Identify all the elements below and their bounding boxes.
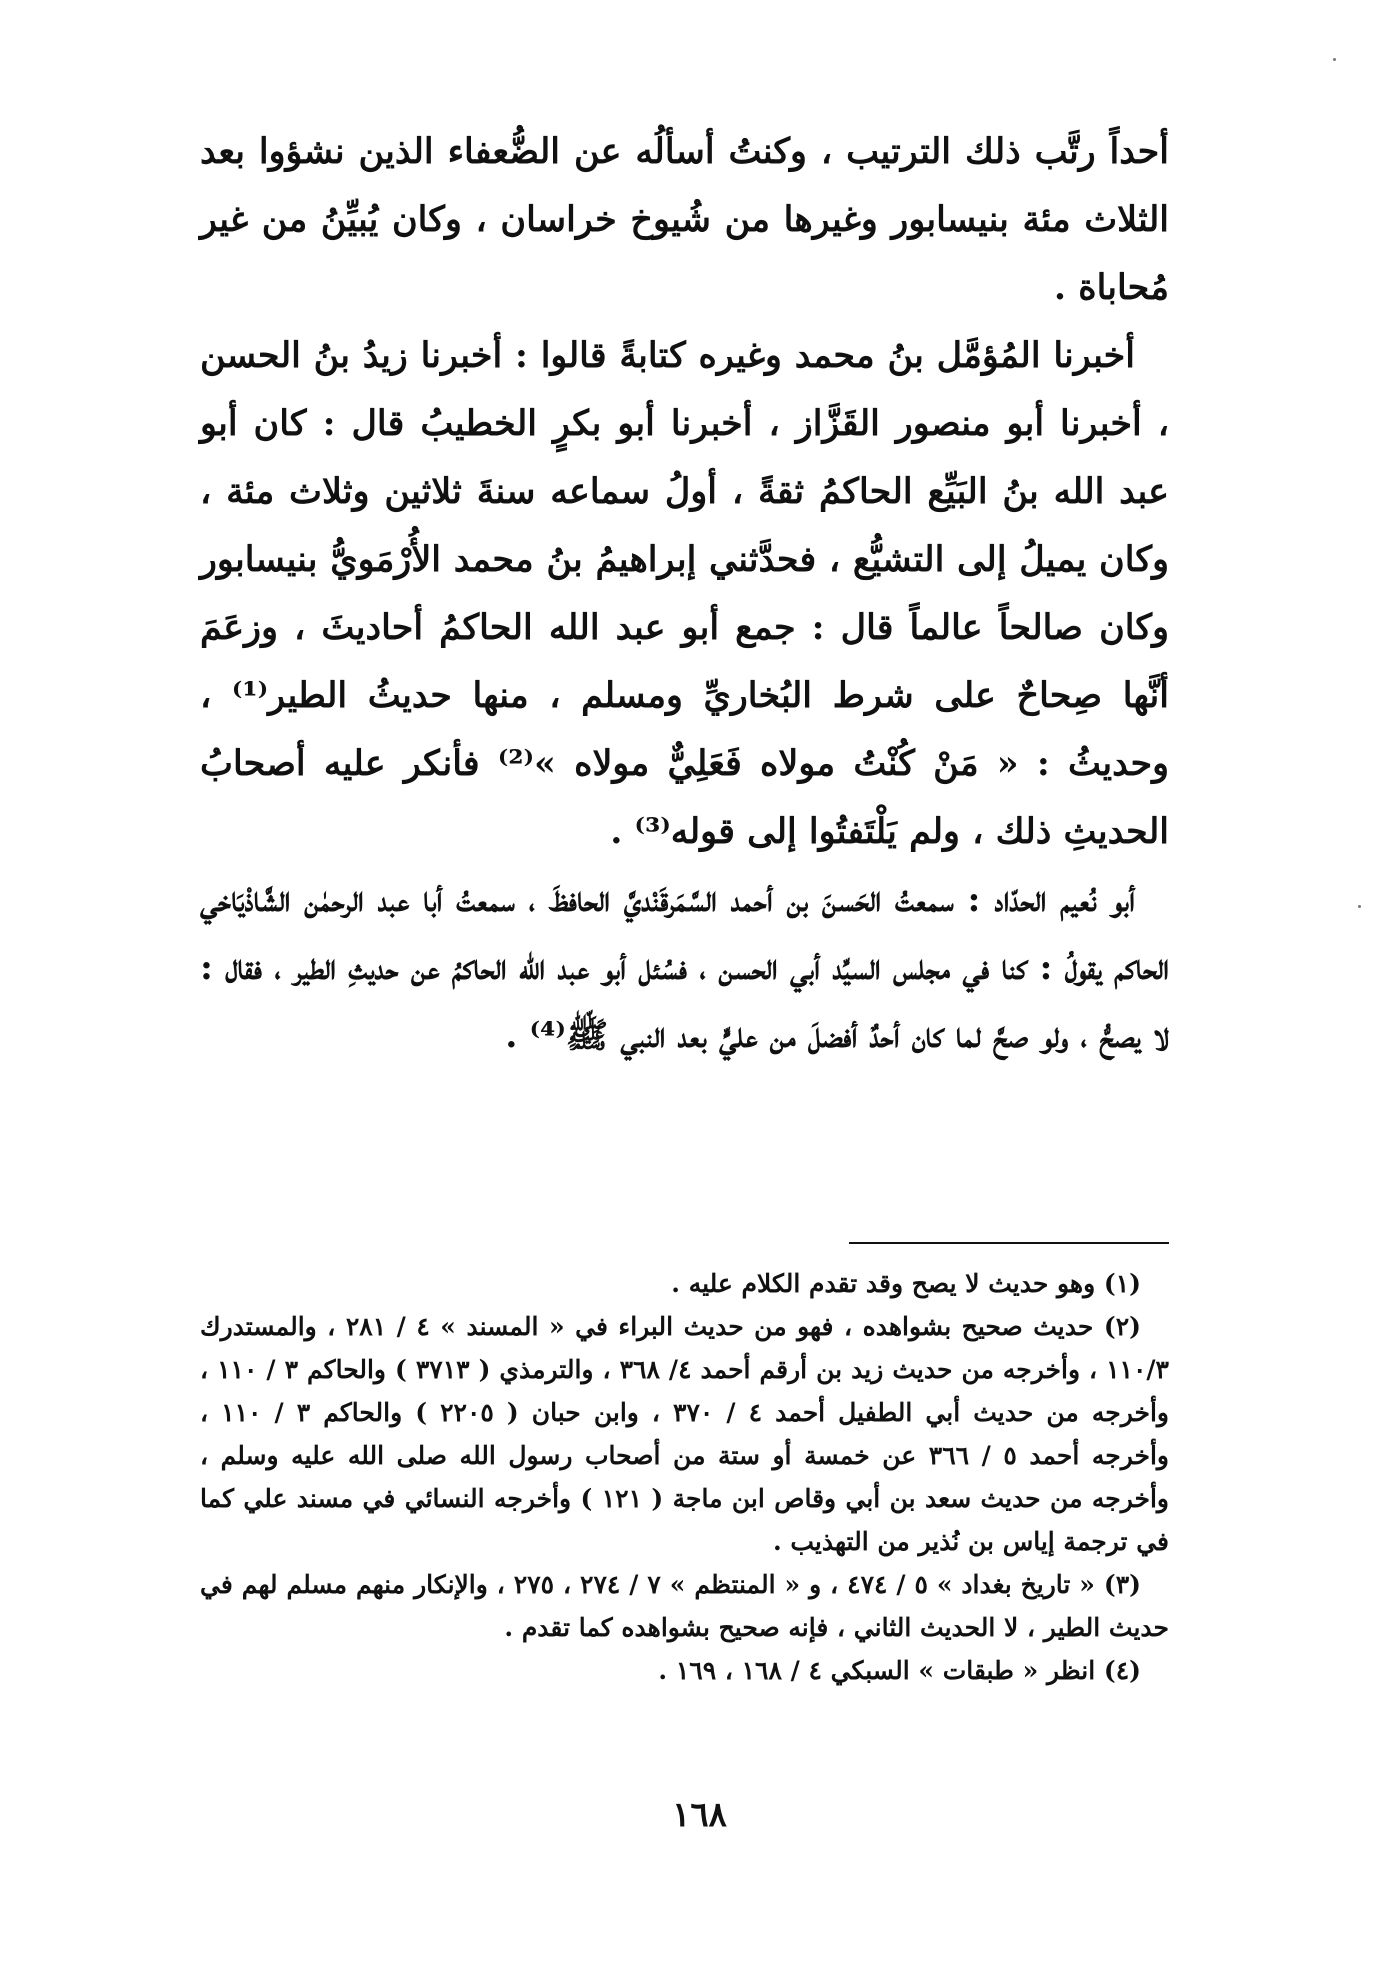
footnote-2: (٢) حديث صحيح بشواهده ، فهو من حديث البراء في « المسند » ٤ / ٢٨١ ، والمستدرك ١١٠/٣ ، وأخرجه من حديث زيد بن أرقم أحمد ٤/ ٣٦٨ ، والترمذي ( ٣٧١٣ ) والحاكم ٣ / ١١٠ ، وأخرجه من حديث أبي الطفيل أحمد ٤ / ٣٧٠ ، وابن حبان ( ٢٢٠٥ ) والحاكم ٣ / ١١٠ ، وأخرجه أحمد ٥ / ٣٦٦ عن خمسة أو ستة من أصحاب رسول الله صلى الله عليه وسلم ، وأخرجه من حديث سعد بن أبي وقاص ابن ماجة ( ١٢١ ) وأخرجه النسائي في مسند علي كما في ترجمة إياس بن نُذير من التهذيب . xyxy=(200,1312,1169,1556)
footnote-3: (٣) « تاريخ بغداد » ٥ / ٤٧٤ ، و « المنتظم » ٧ / ٢٧٤ ، ٢٧٥ ، والإنكار منهم مسلم لهم في حديث الطير ، لا الحديث الثاني ، فإنه صحيح بشواهده كما تقدم . xyxy=(200,1570,1169,1642)
footnote-separator xyxy=(849,1242,1169,1244)
main-paragraph-1: أحداً رتَّب ذلك الترتيب ، وكنتُ أسألُه عن الضُّعفاء الذين نشؤوا بعد الثلاث مئة بنيسابور وغيرها من شُيوخ خراسان ، وكان يُبيِّنُ من غير مُحاباة . xyxy=(200,131,1169,308)
scan-speck xyxy=(1333,58,1336,61)
footnote-1: (١) وهو حديث لا يصح وقد تقدم الكلام عليه . xyxy=(671,1269,1141,1298)
footnotes xyxy=(200,1262,1169,1692)
main-paragraph-2: أخبرنا المُؤمَّل بنُ محمد وغيره كتابةً قالوا : أخبرنا زيدُ بنُ الحسن ، أخبرنا أبو منصور القَزَّاز ، أخبرنا أبو بكرٍ الخطيبُ قال : كان أبو عبد الله بنُ البَيِّع الحاكمُ ثقةً ، أولُ سماعه سنةَ ثلاثين وثلاث مئة ، وكان يميلُ إلى التشيُّع ، فحدَّثني إبراهيمُ بنُ محمد الأُرْمَويُّ بنيسابور وكان صالحاً عالماً قال : جمع أبو عبد الله الحاكمُ أحاديثَ ، وزعَمَ أنَّها صِحاحٌ على شرط البُخاريِّ ومسلم ، منها حديثُ الطير⁽¹⁾ ، وحديثُ : « مَنْ كُنْتُ مولاه فَعَلِيٌّ مولاه »⁽²⁾ فأنكر عليه أصحابُ الحديثِ ذلك ، ولم يَلْتَفتُوا إلى قوله⁽³⁾ . xyxy=(200,335,1170,852)
footnote-4: (٤) انظر « طبقات » السبكي ٤ / ١٦٨ ، ١٦٩ . xyxy=(658,1656,1141,1685)
page-number: ١٦٨ xyxy=(672,1795,727,1835)
scan-speck xyxy=(1358,905,1361,908)
main-paragraph-3: أبو نُعيم الحدّاد : سمعتُ الحَسنَ بن أحمد السَّمَرقَنْديَّ الحافظَ ، سمعتُ أبا عبد الرحمٰن الشَّاذْيَاخي الحاكم يقولُ : كنا في مجلس السيِّد أبي الحسن ، فسُئل أبو عبد الله الحاكمُ عن حديثِ الطير ، فقال : لا يصحُّ ، ولو صحَّ لما كان أحدٌ أفضلَ من عليٍّ بعد النبي ﷺ⁽⁴⁾ . xyxy=(200,879,1169,1056)
main-text-body xyxy=(200,118,1169,1070)
